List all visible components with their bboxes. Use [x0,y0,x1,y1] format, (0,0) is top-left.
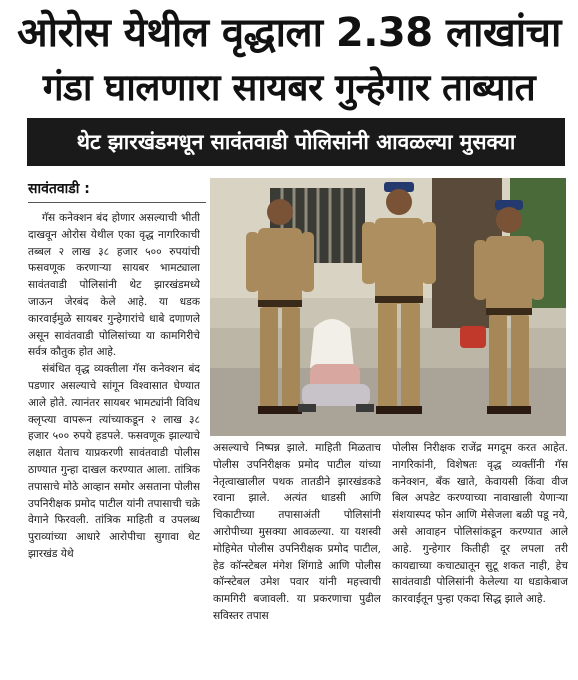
article-column-3: पोलीस निरीक्षक राजेंद्र मगदूम करत आहेत. नागरिकांनी, विशेषतः वृद्ध व्यक्तींनी गॅस कनेक्शन, बँक खाते, केवायसी किंवा वीज बिल अपडेट करण्याच्या नावाखाली येणाऱ्या संशयास्पद फोन आणि मेसेजला बळी पडू नये, असे आवाहन पोलिसांकडून करण्यात आले आहे. गुन्हेगार कितीही दूर लपला तरी कायद्याच्या कचाट्यातून सुटू शकत नाही, हेच सावंतवाडी पोलिसांनी केलेल्या या धडाकेबाज कारवाईतून पुन्हा एकदा सिद्ध झाले आहे. [392,442,568,606]
dateline: सावंतवाडी : [28,181,90,197]
article-paragraph: संबंधित वृद्ध व्यक्तीला गॅस कनेक्शन बंद पडणार असल्याचे सांगून विश्वासात घेण्यात आले होते. त्यानंतर सायबर भामट्यांनी विविध क्लृप्त्या वापरून त्यांच्याकडून २ लाख ३८ हजार ५०० रुपये हडपले. फसवणूक झाल्याचे लक्षात येताच याप्रकरणी सावंतवाडी पोलीस ठाण्यात गुन्हा दाखल करण्यात आला. तांत्रिक तपासाचे मोठे आव्हान समोर असताना पोलीस उपनिरीक्षक प्रमोद पाटील यांनी तपासाची चक्रे वेगाने फिरवली. तांत्रिक माहिती व उपलब्ध पुराव्यांच्या आधारे आरोपीचा सुगावा थेट झारखंड येथे [28,363,200,560]
article-column-1 [28,210,200,675]
headline-line-1: ओरोस येथील वृद्धाला 2.38 लाखांचा [17,10,561,56]
article-paragraph: गॅस कनेक्शन बंद होणार असल्याची भीती दाखवून ओरोस येथील एका वृद्ध नागरिकाची तब्बल २ लाख ३८ हजार ५०० रुपयांची फसवणूक करणाऱ्या सायबर भामट्याला सावंतवाडी पोलिसांनी थेट झारखंडमध्ये जाऊन जेरबंद केले आहे. या धडक कारवाईमुळे सायबर गुन्हेगारांचे धाबे दणाणले असून सावंतवाडी पोलिसांच्या या कामगिरीचे सर्वत्र कौतुक होत आहे. [28,212,200,359]
dateline-rule [28,202,206,203]
subheadline-bar: थेट झारखंडमधून सावंतवाडी पोलिसांनी आवळल्या मुसक्या [27,118,565,166]
police-photo-icon [210,178,566,436]
headline-line-2: गंडा घालणारा सायबर गुन्हेगार ताब्यात [42,66,536,109]
article-column-2: असल्याचे निष्पन्न झाले. माहिती मिळताच पोलीस उपनिरीक्षक प्रमोद पाटील यांच्या नेतृत्वाखालील पथक तातडीने झारखंडकडे रवाना झाले. अत्यंत धाडसी आणि चिकाटीच्या तपासाअंती पोलिसांनी आरोपीच्या मुसक्या आवळल्या. या यशस्वी मोहिमेत पोलीस उपनिरीक्षक प्रमोद पाटील, हेड कॉन्स्टेबल मंगेश शिंगाडे आणि पोलीस कॉन्स्टेबल उमेश पवार यांनी महत्त्वाची कामगिरी बजावली. या प्रकरणाचा पुढील सविस्तर तपास [213,442,381,622]
news-photo [210,178,566,436]
